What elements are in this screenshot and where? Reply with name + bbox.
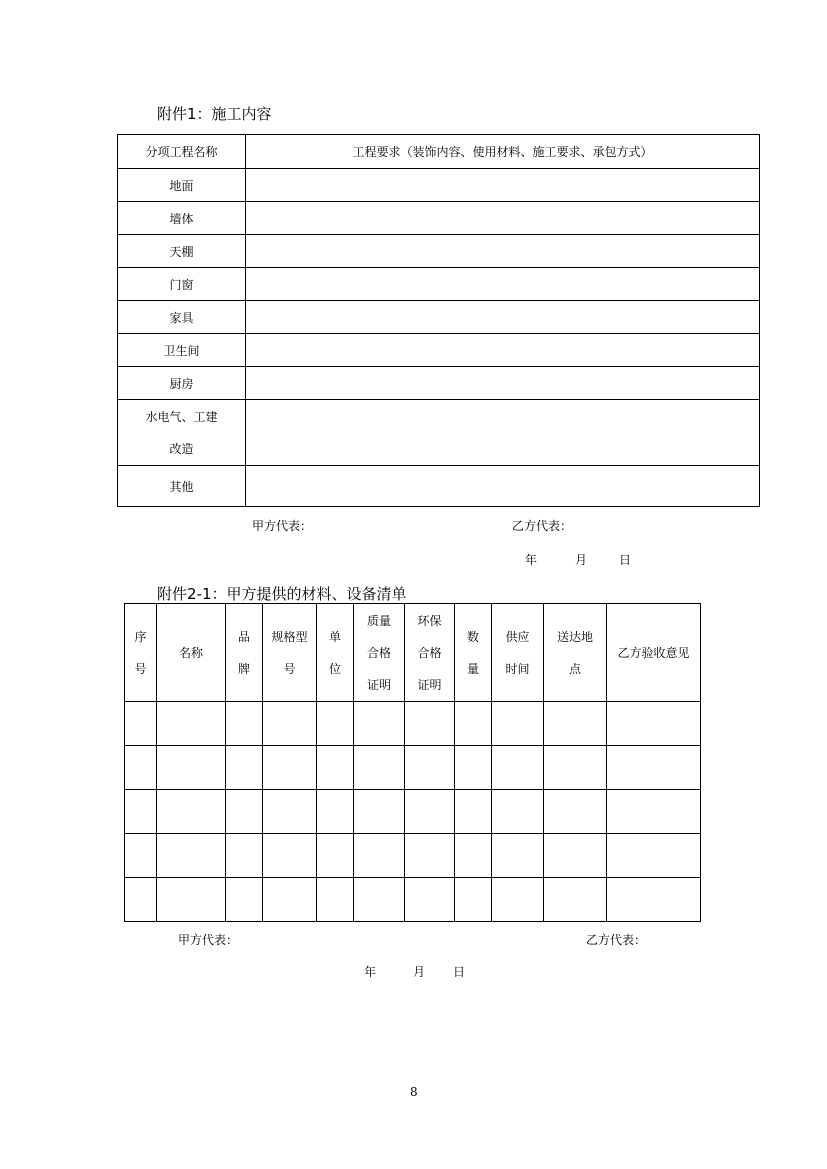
party-a-representative-label: 甲方代表：: [178, 933, 239, 947]
table-cell[interactable]: [317, 702, 354, 746]
header-text: 合格: [366, 645, 391, 660]
table-row: [125, 834, 701, 878]
header-brand: [226, 604, 263, 702]
header-text: 量: [466, 661, 479, 676]
row-requirement-cell[interactable]: [246, 466, 760, 507]
table-cell[interactable]: [317, 834, 354, 878]
table-cell[interactable]: [405, 790, 455, 834]
table-cell[interactable]: [405, 702, 455, 746]
table-cell[interactable]: [157, 702, 226, 746]
header-text: 品: [237, 629, 250, 644]
header-specification: [263, 604, 317, 702]
table-row: [118, 367, 760, 400]
row-label: 地面: [118, 169, 246, 202]
table-cell[interactable]: [354, 878, 405, 922]
table-cell[interactable]: [455, 702, 492, 746]
header-supply-time: [492, 604, 544, 702]
header-serial-no: [125, 604, 157, 702]
row-label: 天棚: [118, 235, 246, 268]
date-month-label: 月: [413, 965, 426, 979]
date-month-label: 月: [575, 553, 588, 567]
row-requirement-cell[interactable]: [246, 268, 760, 301]
header-environmental-certificate: [405, 604, 455, 702]
header-text: 证明: [366, 677, 391, 692]
header-text: 证明: [417, 677, 442, 692]
table-cell[interactable]: [125, 746, 157, 790]
table-cell[interactable]: [263, 746, 317, 790]
table-cell[interactable]: [492, 834, 544, 878]
party-b-representative-label: 乙方代表：: [586, 933, 647, 947]
header-item-name: 分项工程名称: [118, 135, 246, 169]
table-row: [118, 202, 760, 235]
table-cell[interactable]: [226, 702, 263, 746]
header-text: 数: [466, 629, 479, 644]
row-requirement-cell[interactable]: [246, 169, 760, 202]
header-text: 乙方验收意见: [617, 645, 690, 660]
table-cell[interactable]: [125, 878, 157, 922]
construction-content-table: [117, 134, 760, 507]
table-row: [125, 878, 701, 922]
section2-title: 附件2-1：甲方提供的材料、设备清单: [157, 585, 407, 603]
table-cell[interactable]: [405, 878, 455, 922]
table-row: [118, 235, 760, 268]
header-text: 名称: [178, 645, 203, 660]
header-text: 序: [134, 629, 147, 644]
table-cell[interactable]: [157, 790, 226, 834]
table-cell[interactable]: [317, 878, 354, 922]
table-cell[interactable]: [317, 746, 354, 790]
table-row: [118, 466, 760, 507]
header-text: 点: [568, 661, 581, 676]
row-label: 墙体: [118, 202, 246, 235]
header-requirements: 工程要求（装饰内容、使用材料、施工要求、承包方式）: [246, 135, 760, 169]
row-label: 卫生间: [118, 334, 246, 367]
table-cell[interactable]: [354, 702, 405, 746]
row-label: 厨房: [118, 367, 246, 400]
table-cell[interactable]: [226, 790, 263, 834]
row-requirement-cell[interactable]: [246, 367, 760, 400]
header-text: 号: [283, 661, 296, 676]
table-cell[interactable]: [607, 878, 701, 922]
table-cell[interactable]: [455, 790, 492, 834]
header-text: 牌: [237, 661, 250, 676]
table-cell[interactable]: [405, 746, 455, 790]
table-cell[interactable]: [455, 746, 492, 790]
header-delivery-location: [544, 604, 607, 702]
table-cell[interactable]: [354, 834, 405, 878]
table-cell[interactable]: [226, 746, 263, 790]
row-requirement-cell[interactable]: [246, 301, 760, 334]
date-year-label: 年: [364, 965, 377, 979]
date-year-label: 年: [525, 553, 538, 567]
header-text: 环保: [417, 613, 442, 628]
party-a-representative-label: 甲方代表：: [252, 519, 313, 533]
table-cell[interactable]: [492, 702, 544, 746]
header-text: 位: [328, 661, 341, 676]
table-row: [118, 268, 760, 301]
table-cell[interactable]: [263, 790, 317, 834]
party-b-representative-label: 乙方代表：: [512, 519, 573, 533]
table-cell[interactable]: [544, 790, 607, 834]
table-cell[interactable]: [354, 790, 405, 834]
section1-title: 附件1：施工内容: [157, 105, 272, 123]
table-row: [125, 790, 701, 834]
materials-equipment-table: [124, 603, 701, 922]
table-cell[interactable]: [157, 878, 226, 922]
table-cell[interactable]: [544, 702, 607, 746]
table-cell[interactable]: [157, 746, 226, 790]
table-cell[interactable]: [317, 790, 354, 834]
header-text: 合格: [417, 645, 442, 660]
table-cell[interactable]: [226, 834, 263, 878]
table-cell[interactable]: [607, 834, 701, 878]
table-cell[interactable]: [263, 878, 317, 922]
table-cell[interactable]: [544, 834, 607, 878]
table-header-row: [118, 135, 760, 169]
table-cell[interactable]: [125, 790, 157, 834]
table-cell[interactable]: [607, 746, 701, 790]
table-row: [125, 746, 701, 790]
table-cell[interactable]: [492, 746, 544, 790]
table-cell[interactable]: [544, 746, 607, 790]
table-cell[interactable]: [125, 834, 157, 878]
row-label-line: 改造: [169, 441, 194, 456]
table-row: [118, 301, 760, 334]
table-row: [125, 702, 701, 746]
header-text: 供应: [505, 629, 530, 644]
row-label: 其他: [118, 466, 246, 507]
table-cell[interactable]: [492, 790, 544, 834]
table-cell[interactable]: [607, 702, 701, 746]
header-text: 时间: [505, 661, 530, 676]
table-cell[interactable]: [354, 746, 405, 790]
table-cell[interactable]: [226, 878, 263, 922]
table-cell[interactable]: [263, 702, 317, 746]
table-cell[interactable]: [455, 878, 492, 922]
header-text: 号: [134, 661, 147, 676]
header-text: 质量: [366, 613, 391, 628]
table-row: [118, 169, 760, 202]
table-cell[interactable]: [263, 834, 317, 878]
row-label: 家具: [118, 301, 246, 334]
row-requirement-cell[interactable]: [246, 334, 760, 367]
table-row: [118, 334, 760, 367]
header-party-b-acceptance: [607, 604, 701, 702]
header-quality-certificate: [354, 604, 405, 702]
table-cell[interactable]: [157, 834, 226, 878]
header-text: 单: [328, 629, 341, 644]
row-requirement-cell[interactable]: [246, 400, 760, 466]
table-cell[interactable]: [405, 834, 455, 878]
row-requirement-cell[interactable]: [246, 235, 760, 268]
table-row: [118, 400, 760, 466]
row-label: 门窗: [118, 268, 246, 301]
table-cell[interactable]: [125, 702, 157, 746]
table-cell[interactable]: [455, 834, 492, 878]
row-label-line: 水电气、工建: [145, 409, 218, 424]
page-number: 8: [410, 1085, 418, 1099]
header-unit: [317, 604, 354, 702]
row-requirement-cell[interactable]: [246, 202, 760, 235]
table-cell[interactable]: [492, 878, 544, 922]
date-day-label: 日: [619, 553, 632, 567]
header-quantity: [455, 604, 492, 702]
table-header-row: [125, 604, 701, 702]
date-day-label: 日: [453, 965, 466, 979]
row-label-utilities: [118, 400, 246, 466]
header-text: 送达地: [556, 629, 593, 644]
table-cell[interactable]: [544, 878, 607, 922]
header-text: 规格型: [271, 629, 308, 644]
header-name: [157, 604, 226, 702]
table-cell[interactable]: [607, 790, 701, 834]
